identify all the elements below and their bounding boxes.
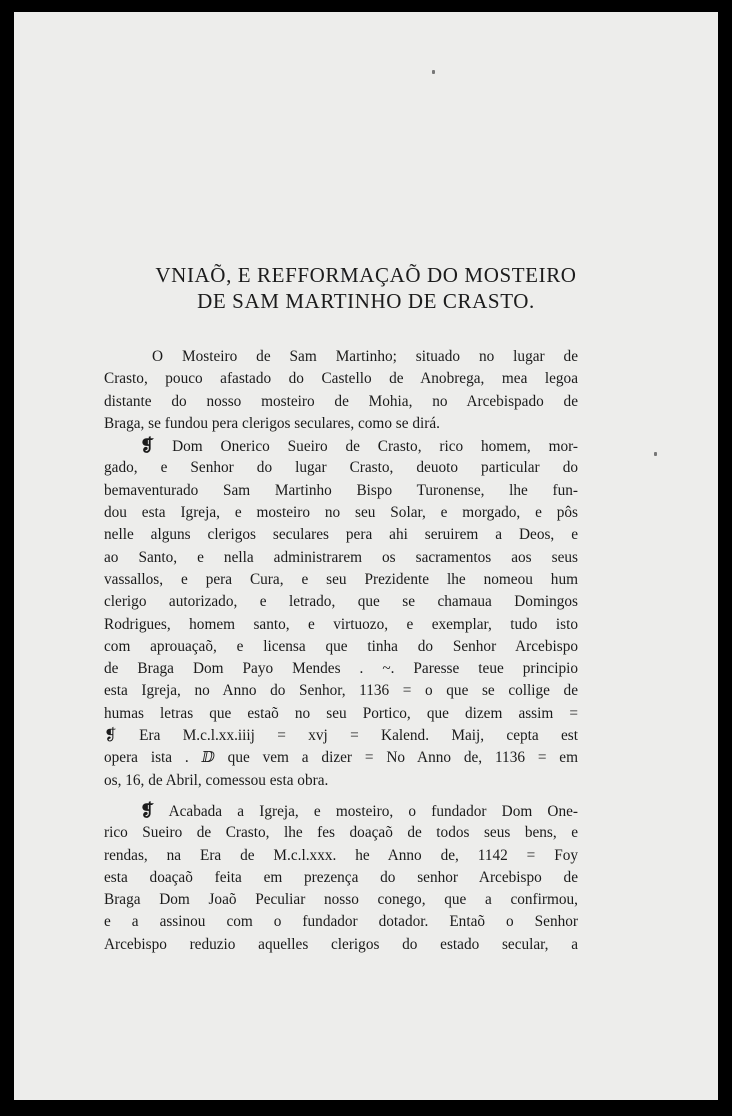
text-line: Braga, se fundou pera clerigos seculares, como se dirá.: [104, 414, 440, 432]
text-line: ❡ Era M.c.l.xx.iiij = xvj = Kalend. Maij, cepta est: [104, 727, 578, 745]
text-line: ao Santo, e nella administrarem os sacramentos aos seus: [104, 548, 578, 566]
text-line: os, 16, de Abril, comessou esta obra.: [104, 771, 329, 789]
body-text: [104, 346, 578, 956]
text-line: dou esta Igreja, e mosteiro no seu Solar, e morgado, e pôs: [104, 504, 578, 522]
ink-speck: [654, 452, 657, 456]
text-line: Arcebispo reduzio aquelles clerigos do estado secular, a: [104, 935, 578, 953]
ink-speck: [432, 70, 435, 74]
paragraph-mark: ❡: [140, 436, 155, 456]
text-line: bemaventurado Sam Martinho Bispo Turonense, lhe fun-: [104, 481, 578, 499]
text-line: rendas, na Era de M.c.l.xxx. he Anno de, 1142 = Foy: [104, 846, 578, 864]
paragraph-start: [104, 800, 578, 822]
text-line: com aprouaçaõ, e licensa que tinha do Senhor Arcebispo: [104, 637, 578, 655]
text-line: opera ista . ⅅ que vem a dizer = No Anno de, 1136 = em: [104, 749, 578, 767]
chapter-title: [14, 262, 718, 314]
text-line: e a assinou com o fundador dotador. Entaõ o Senhor: [104, 913, 578, 931]
text-line: Dom Onerico Sueiro de Crasto, rico homem, mor-: [172, 438, 578, 456]
chapter-title-line-1: VNIAÕ, E REFFORMAÇAÕ DO MOSTEIRO: [155, 263, 577, 287]
text-line: distante do nosso mosteiro de Mohia, no Arcebispado de: [104, 392, 578, 410]
text-line: de Braga Dom Payo Mendes . ~. Paresse teue principio: [104, 660, 578, 678]
text-line: Rodrigues, homem santo, e virtuozo, e exemplar, tudo isto: [104, 615, 578, 633]
text-line: humas letras que estaõ no seu Portico, que dizem assim =: [104, 704, 578, 722]
text-line: nelle alguns clerigos seculares pera ahi seruirem a Deos, e: [104, 526, 578, 544]
chapter-title-line-2: DE SAM MARTINHO DE CRASTO.: [197, 289, 535, 313]
text-line: esta doaçaõ feita em prezença do senhor Arcebispo de: [104, 868, 578, 886]
paragraph-mark: ❡: [140, 800, 155, 820]
text-line: gado, e Senhor do lugar Crasto, deuoto particular do: [104, 459, 578, 477]
text-line: clerigo autorizado, e letrado, que se chamaua Domingos: [104, 593, 578, 611]
text-line: O Mosteiro de Sam Martinho; situado no lugar de: [152, 348, 578, 365]
text-line: vassallos, e pera Cura, e seu Prezidente lhe nomeou hum: [104, 570, 578, 588]
text-line: Crasto, pouco afastado do Castello de Anobrega, mea legoa: [104, 370, 578, 388]
paragraph-start: [104, 435, 578, 457]
book-page: [14, 12, 718, 1100]
text-line: esta Igreja, no Anno do Senhor, 1136 = o que se collige de: [104, 682, 578, 700]
text-line: Acabada a Igreja, e mosteiro, o fundador Dom One-: [168, 802, 578, 820]
paragraph-gap: [104, 792, 578, 800]
text-line: Braga Dom Joaõ Peculiar nosso conego, que a confirmou,: [104, 891, 578, 909]
text-line: rico Sueiro de Crasto, lhe fes doaçaõ de todos seus bens, e: [104, 824, 578, 842]
